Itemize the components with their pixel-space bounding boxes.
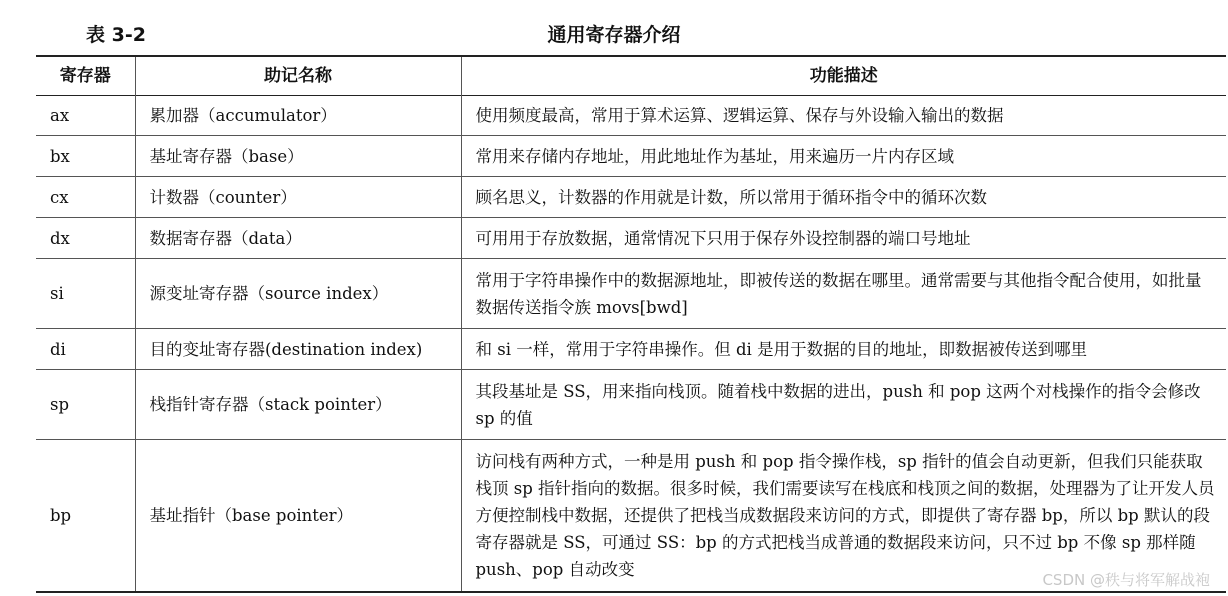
register-cell: si	[50, 284, 64, 303]
table-row	[36, 136, 1226, 177]
table-row	[36, 177, 1226, 218]
mnemonic-cell: 数据寄存器（data）	[135, 218, 461, 259]
table-row	[36, 218, 1226, 259]
description-cell: 其段基址是 SS，用来指向栈顶。随着栈中数据的进出，push 和 pop 这两个对栈操作的指令会修改 sp 的值	[461, 370, 1226, 440]
register-cell: bx	[50, 146, 70, 166]
description-cell: 和 si 一样，常用于字符串操作。但 di 是用于数据的目的地址，即数据被传送到哪里	[461, 329, 1226, 370]
header-mnemonic: 助记名称	[135, 56, 461, 96]
table-row	[36, 259, 1226, 329]
register-table	[36, 55, 1226, 593]
register-cell: dx	[50, 228, 70, 248]
mnemonic-cell: 累加器（accumulator）	[135, 96, 461, 136]
description-cell: 访问栈有两种方式，一种是用 push 和 pop 指令操作栈，sp 指针的值会自动更新，但我们只能获取栈顶 sp 指针指向的数据。很多时候，我们需要读写在栈底和栈顶之间的数据，处理器为了让开发人员方便控制栈中数据，还提供了把栈当成数据段来访问的方式，即提供了寄存器 bp，所以 bp 默认的段寄存器就是 SS，可通过 SS：bp 的方式把栈当成普通的数据段来访问，只不过 bp 不像 sp 那样随 push、pop 自动改变	[461, 440, 1226, 592]
description-cell: 可用用于存放数据，通常情况下只用于保存外设控制器的端口号地址	[461, 218, 1226, 259]
table-row	[36, 329, 1226, 370]
register-cell: ax	[50, 106, 70, 125]
description-cell: 常用于字符串操作中的数据源地址，即被传送的数据在哪里。通常需要与其他指令配合使用，如批量数据传送指令族 movs[bwd]	[461, 259, 1226, 329]
description-cell: 常用来存储内存地址，用此地址作为基址，用来遍历一片内存区域	[461, 136, 1226, 177]
header-row	[36, 56, 1226, 96]
table-title: 通用寄存器介绍	[547, 24, 681, 46]
mnemonic-cell: 栈指针寄存器（stack pointer）	[135, 370, 461, 440]
description-cell: 使用频度最高，常用于算术运算、逻辑运算、保存与外设输入输出的数据	[461, 96, 1226, 136]
table-row	[36, 96, 1226, 136]
mnemonic-cell: 目的变址寄存器(destination index)	[135, 329, 461, 370]
header-register: 寄存器	[59, 65, 111, 86]
mnemonic-cell: 源变址寄存器（source index）	[135, 259, 461, 329]
register-cell: sp	[50, 395, 70, 414]
mnemonic-cell: 基址指针（base pointer）	[135, 440, 461, 592]
csdn-watermark: CSDN @秩与将军解战袍	[1042, 571, 1210, 589]
table-caption	[0, 20, 1228, 50]
register-cell: di	[50, 339, 66, 359]
header-description: 功能描述	[461, 56, 1226, 96]
mnemonic-cell: 基址寄存器（base）	[135, 136, 461, 177]
description-cell: 顾名思义，计数器的作用就是计数，所以常用于循环指令中的循环次数	[461, 177, 1226, 218]
register-cell: bp	[50, 505, 72, 525]
register-cell: cx	[50, 187, 69, 207]
mnemonic-cell: 计数器（counter）	[135, 177, 461, 218]
table-row	[36, 370, 1226, 440]
table-number: 表 3-2	[86, 24, 146, 46]
